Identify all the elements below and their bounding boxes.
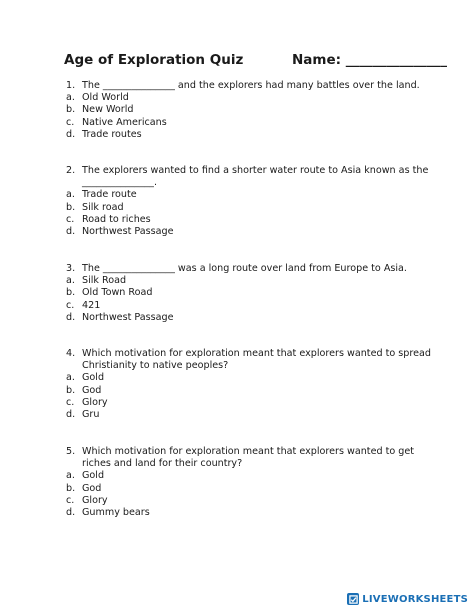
question-text: was a long route over land from Europe to Asia. (177, 263, 407, 274)
option-a[interactable] (66, 92, 446, 104)
option-text: God (82, 384, 102, 396)
question-number: 4. (66, 348, 76, 359)
option-letter: d. (66, 507, 76, 519)
option-d[interactable] (66, 409, 446, 421)
option-letter: a. (66, 92, 75, 104)
answer-blank[interactable]: _______________ (102, 80, 175, 91)
question-text: The explorers wanted to find a shorter water route to Asia known as the (82, 165, 429, 176)
name-label: Name: (292, 52, 342, 68)
option-letter: a. (66, 372, 75, 384)
question-1 (66, 80, 446, 141)
option-text: Glory (82, 494, 108, 506)
option-c[interactable] (66, 397, 446, 409)
option-letter: c. (66, 396, 75, 408)
option-text: Gold (82, 470, 105, 482)
option-letter: b. (66, 384, 76, 396)
question-text: The (82, 80, 100, 91)
question-4-stem-cont (66, 360, 446, 372)
liveworksheets-footer[interactable] (347, 593, 468, 605)
name-blank[interactable]: _______________ (345, 52, 447, 68)
option-a[interactable] (66, 372, 446, 384)
option-text: Glory (82, 396, 108, 408)
option-text: Native Americans (82, 116, 167, 128)
option-c[interactable] (66, 117, 446, 129)
option-letter: d. (66, 128, 76, 140)
option-text: Trade route (82, 189, 137, 201)
answer-blank[interactable]: _______________ (82, 177, 154, 189)
option-letter: a. (66, 189, 75, 201)
option-letter: b. (66, 482, 76, 494)
question-text: . (153, 177, 158, 189)
option-letter: a. (66, 275, 75, 287)
option-letter: c. (66, 213, 75, 225)
question-4 (66, 348, 446, 421)
option-a[interactable] (66, 275, 446, 287)
option-text: Gold (82, 372, 105, 384)
option-b[interactable] (66, 287, 446, 299)
option-c[interactable] (66, 300, 446, 312)
answer-blank[interactable]: _______________ (102, 263, 175, 274)
liveworksheets-logo-icon (347, 593, 359, 605)
question-number: 2. (66, 165, 76, 176)
option-letter: b. (66, 287, 76, 299)
page-title: Age of Exploration Quiz (64, 52, 244, 68)
question-text: Which motivation for exploration meant that explorers wanted to get (82, 446, 415, 457)
name-field (292, 52, 447, 68)
question-2 (66, 165, 446, 238)
option-text: Old World (82, 92, 129, 104)
question-1-stem (66, 80, 446, 92)
option-text: Gummy bears (82, 507, 150, 519)
option-b[interactable] (66, 202, 446, 214)
option-text: Northwest Passage (82, 226, 174, 238)
option-letter: c. (66, 299, 75, 311)
question-text: and the explorers had many battles over the land. (177, 80, 420, 91)
option-text: New World (82, 104, 134, 116)
question-5-stem (66, 446, 446, 458)
option-text: God (82, 482, 102, 494)
question-text: The (82, 263, 100, 274)
option-letter: c. (66, 116, 75, 128)
option-text: Trade routes (82, 128, 142, 140)
question-3 (66, 263, 446, 324)
question-5-stem-cont (66, 458, 446, 470)
brand-name: LIVEWORKSHEETS (362, 593, 468, 605)
question-text: riches and land for their country? (82, 458, 243, 470)
option-letter: d. (66, 409, 76, 421)
option-b[interactable] (66, 104, 446, 116)
option-letter: c. (66, 494, 75, 506)
option-d[interactable] (66, 226, 446, 238)
question-2-stem-cont (66, 177, 446, 189)
option-text: Silk road (82, 201, 124, 213)
option-b[interactable] (66, 483, 446, 495)
option-text: Road to riches (82, 213, 151, 225)
option-text: Northwest Passage (82, 311, 174, 323)
question-4-stem (66, 348, 446, 360)
question-2-stem (66, 165, 446, 177)
question-number: 1. (66, 80, 76, 91)
worksheet-header (64, 52, 447, 72)
option-text: Old Town Road (82, 287, 153, 299)
question-number: 3. (66, 263, 76, 274)
option-d[interactable] (66, 129, 446, 141)
option-letter: d. (66, 226, 76, 238)
option-b[interactable] (66, 385, 446, 397)
question-text: Which motivation for exploration meant that explorers wanted to spread (82, 348, 431, 359)
option-letter: b. (66, 104, 76, 116)
question-number: 5. (66, 446, 76, 457)
option-letter: d. (66, 311, 76, 323)
option-a[interactable] (66, 189, 446, 201)
option-letter: a. (66, 470, 75, 482)
option-c[interactable] (66, 214, 446, 226)
option-text: 421 (82, 299, 101, 311)
option-d[interactable] (66, 312, 446, 324)
option-text: Gru (82, 409, 100, 421)
option-text: Silk Road (82, 275, 127, 287)
option-d[interactable] (66, 507, 446, 519)
option-letter: b. (66, 201, 76, 213)
question-3-stem (66, 263, 446, 275)
question-text: Christianity to native peoples? (82, 360, 229, 372)
option-a[interactable] (66, 470, 446, 482)
question-5 (66, 446, 446, 519)
option-c[interactable] (66, 495, 446, 507)
